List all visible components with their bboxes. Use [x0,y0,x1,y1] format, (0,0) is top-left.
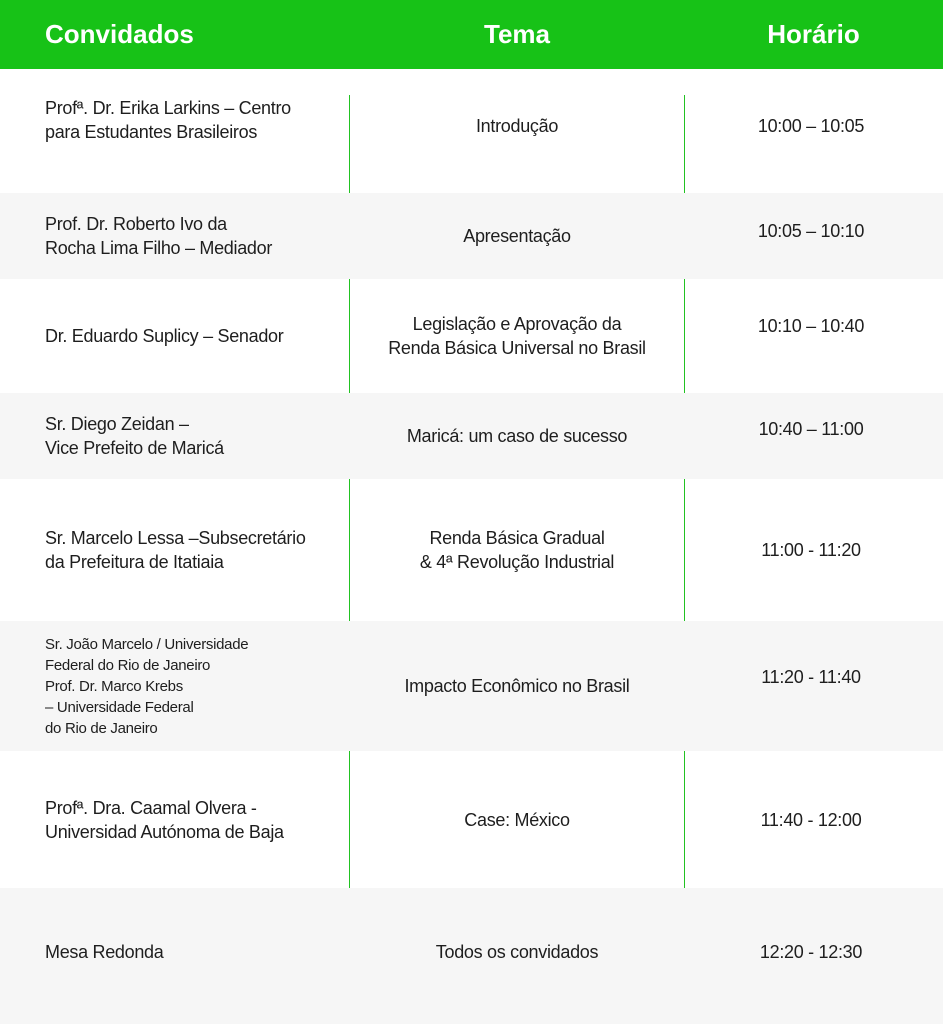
topic-cell: Case: México [464,809,570,830]
header-time: Horário [767,19,860,49]
topic-cell: Renda Básica Gradual & 4ª Revolução Industrial [419,528,615,572]
time-cell: 10:05 – 10:10 [757,221,865,241]
guest-cell: Sr. João Marcelo / Universidade Federal do Rio de Janeiro Prof. Dr. Marco Krebs – Universidade Federal do Rio de Janeiro [45,635,249,737]
table-row [0,751,943,888]
topic-cell: Impacto Econômico no Brasil [404,676,630,696]
table-row [0,888,943,1024]
time-cell: 10:40 – 11:00 [758,419,864,439]
table-row [0,69,943,193]
table-row [0,393,943,479]
header-guests: Convidados [45,19,194,49]
time-cell: 11:40 - 12:00 [760,809,862,830]
guest-cell: Sr. Marcelo Lessa –Subsecretário da Prefeitura de Itatiaia [45,528,306,572]
guest-cell: Prof. Dr. Roberto Ivo da Rocha Lima Filho – Mediador [45,214,273,258]
guest-cell: Profª. Dr. Erika Larkins – Centro para Estudantes Brasileiros [45,98,291,142]
guest-cell: Mesa Redonda [45,942,164,962]
topic-cell: Maricá: um caso de sucesso [406,426,628,446]
table-row [0,479,943,621]
table-row [0,193,943,279]
time-cell: 10:00 – 10:05 [757,116,865,136]
time-cell: 11:00 - 11:20 [761,540,861,560]
header-topic: Tema [484,19,550,49]
table-row [0,279,943,393]
time-cell: 12:20 - 12:30 [759,942,863,962]
topic-cell: Introdução [475,116,559,136]
topic-cell: Apresentação [463,226,571,246]
time-cell: 11:20 - 11:40 [761,667,861,687]
table-row [0,621,943,751]
table-header [0,0,943,69]
guest-cell: Dr. Eduardo Suplicy – Senador [45,326,284,346]
topic-cell: Legislação e Aprovação da Renda Básica Universal no Brasil [388,314,646,358]
time-cell: 10:10 – 10:40 [757,316,865,336]
guest-cell: Sr. Diego Zeidan – Vice Prefeito de Maricá [45,414,224,458]
guest-cell: Profª. Dra. Caamal Olvera - Universidad Autónoma de Baja [45,797,284,842]
topic-cell: Todos os convidados [435,942,599,962]
